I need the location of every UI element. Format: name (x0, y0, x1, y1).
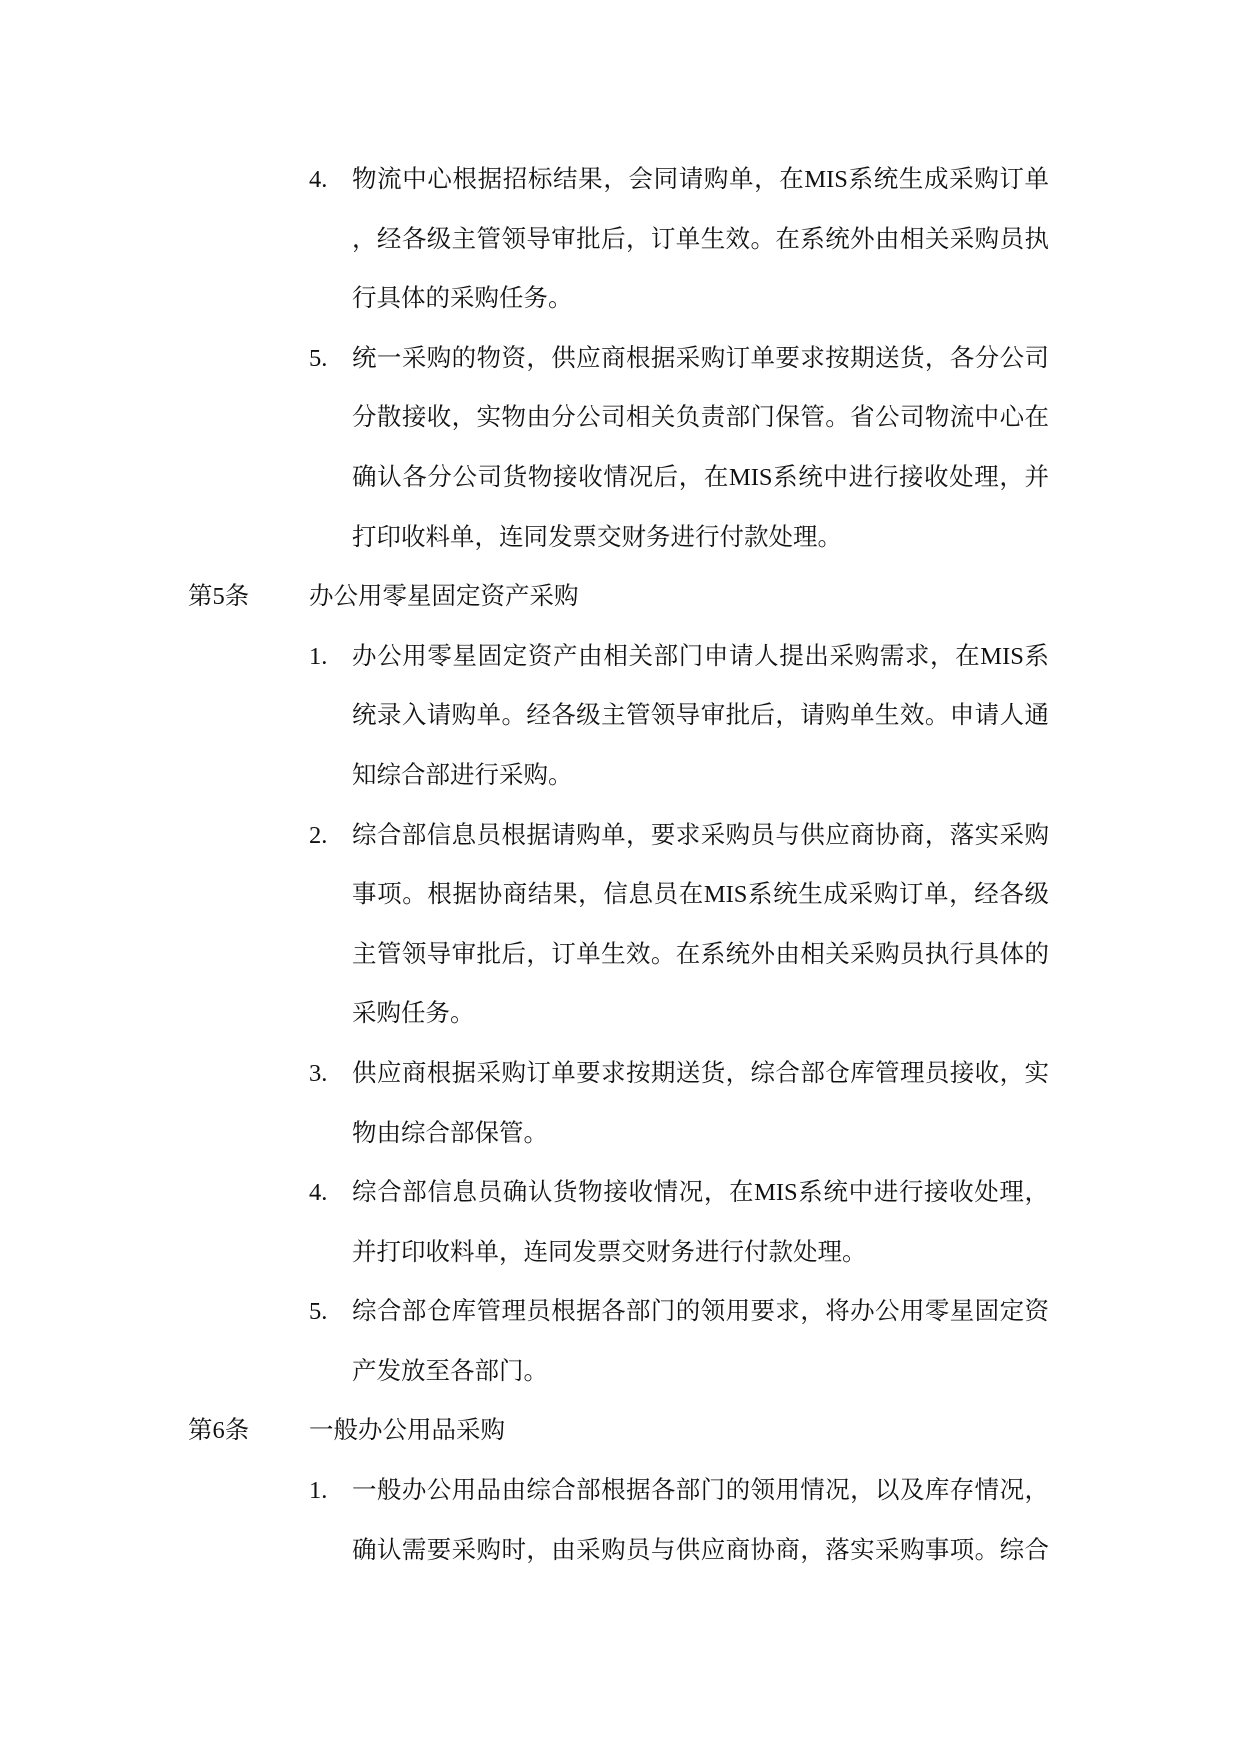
section-number: 第6条 (188, 1417, 250, 1445)
list-item-number: 3. (309, 1059, 328, 1087)
list-item-text: 主管领导审批后，订单生效。在系统外由相关采购员执行具体的 (352, 940, 1049, 968)
list-item-line (0, 150, 1241, 210)
list-item (0, 150, 1241, 329)
list-item-number: 1. (309, 642, 328, 670)
list-item-text: 采购任务。 (352, 1000, 475, 1028)
list-item-text: 确认需要采购时，由采购员与供应商协商，落实采购事项。综合 (352, 1536, 1049, 1564)
list-item-text: 打印收料单，连同发票交财务进行付款处理。 (352, 523, 842, 551)
section-heading (0, 1401, 1241, 1461)
section-heading (0, 567, 1241, 627)
list-item-text: 确认各分公司货物接收情况后，在MIS系统中进行接收处理，并 (352, 463, 1049, 491)
list-item-line (0, 448, 1241, 508)
list-item-text: 综合部信息员确认货物接收情况，在MIS系统中进行接收处理， (352, 1179, 1049, 1207)
list-item-line (0, 388, 1241, 448)
list-item-text: 综合部信息员根据请购单，要求采购员与供应商协商，落实采购 (352, 821, 1049, 849)
list-item-text: 行具体的采购任务。 (352, 285, 573, 313)
list-item-text: 一般办公用品由综合部根据各部门的领用情况，以及库存情况， (352, 1477, 1049, 1505)
list-item-text: 物由综合部保管。 (352, 1119, 548, 1147)
list-item-line (0, 746, 1241, 806)
list-item-line (0, 1223, 1241, 1283)
list-item-text: 物流中心根据招标结果，会同请购单，在MIS系统生成采购订单 (352, 166, 1049, 193)
list-item-text: ，经各级主管领导审批后，订单生效。在系统外由相关采购员执 (352, 225, 1049, 253)
list-item-text: 并打印收料单，连同发票交财务进行付款处理。 (352, 1238, 867, 1266)
list-item-number: 4. (309, 1179, 328, 1207)
list-item-number: 4. (309, 166, 328, 193)
list-item-number: 1. (309, 1477, 328, 1505)
list-item-text: 统一采购的物资，供应商根据采购订单要求按期送货，各分公司 (352, 344, 1049, 372)
list-item-line (0, 329, 1241, 389)
list-item-number: 5. (309, 1298, 328, 1326)
list-item (0, 1163, 1241, 1282)
list-item-line (0, 925, 1241, 985)
list-item-line (0, 865, 1241, 925)
section-title: 一般办公用品采购 (309, 1417, 505, 1445)
list-item-text: 综合部仓库管理员根据各部门的领用要求，将办公用零星固定资 (352, 1298, 1049, 1326)
list-item-line (0, 984, 1241, 1044)
list-item-text: 办公用零星固定资产由相关部门申请人提出采购需求，在MIS系 (352, 642, 1049, 670)
list-item-line (0, 1282, 1241, 1342)
list-item-line (0, 1104, 1241, 1164)
list-item (0, 1282, 1241, 1401)
list-item-text: 分散接收，实物由分公司相关负责部门保管。省公司物流中心在 (352, 404, 1049, 432)
list-item-line (0, 1521, 1241, 1581)
list-item-number: 2. (309, 821, 328, 849)
list-item (0, 627, 1241, 806)
list-item (0, 329, 1241, 567)
list-item-line (0, 627, 1241, 687)
list-item-line (0, 686, 1241, 746)
document-page (0, 150, 1241, 1580)
list-item-line (0, 1342, 1241, 1402)
list-item-text: 产发放至各部门。 (352, 1357, 548, 1385)
list-item-number: 5. (309, 344, 328, 372)
list-item (0, 1461, 1241, 1580)
section-number: 第5条 (188, 583, 250, 611)
list-item-line (0, 210, 1241, 270)
list-item-line (0, 1044, 1241, 1104)
list-item-line (0, 806, 1241, 866)
list-item-text: 事项。根据协商结果，信息员在MIS系统生成采购订单，经各级 (352, 881, 1049, 909)
list-item-text: 统录入请购单。经各级主管领导审批后，请购单生效。申请人通 (352, 702, 1049, 730)
list-item-line (0, 1461, 1241, 1521)
list-item-text: 供应商根据采购订单要求按期送货，综合部仓库管理员接收，实 (352, 1059, 1049, 1087)
list-item-line (0, 508, 1241, 568)
section-title: 办公用零星固定资产采购 (309, 583, 579, 611)
list-item-text: 知综合部进行采购。 (352, 761, 573, 789)
list-item (0, 806, 1241, 1044)
list-item (0, 1044, 1241, 1163)
list-item-line (0, 1163, 1241, 1223)
list-item-line (0, 269, 1241, 329)
